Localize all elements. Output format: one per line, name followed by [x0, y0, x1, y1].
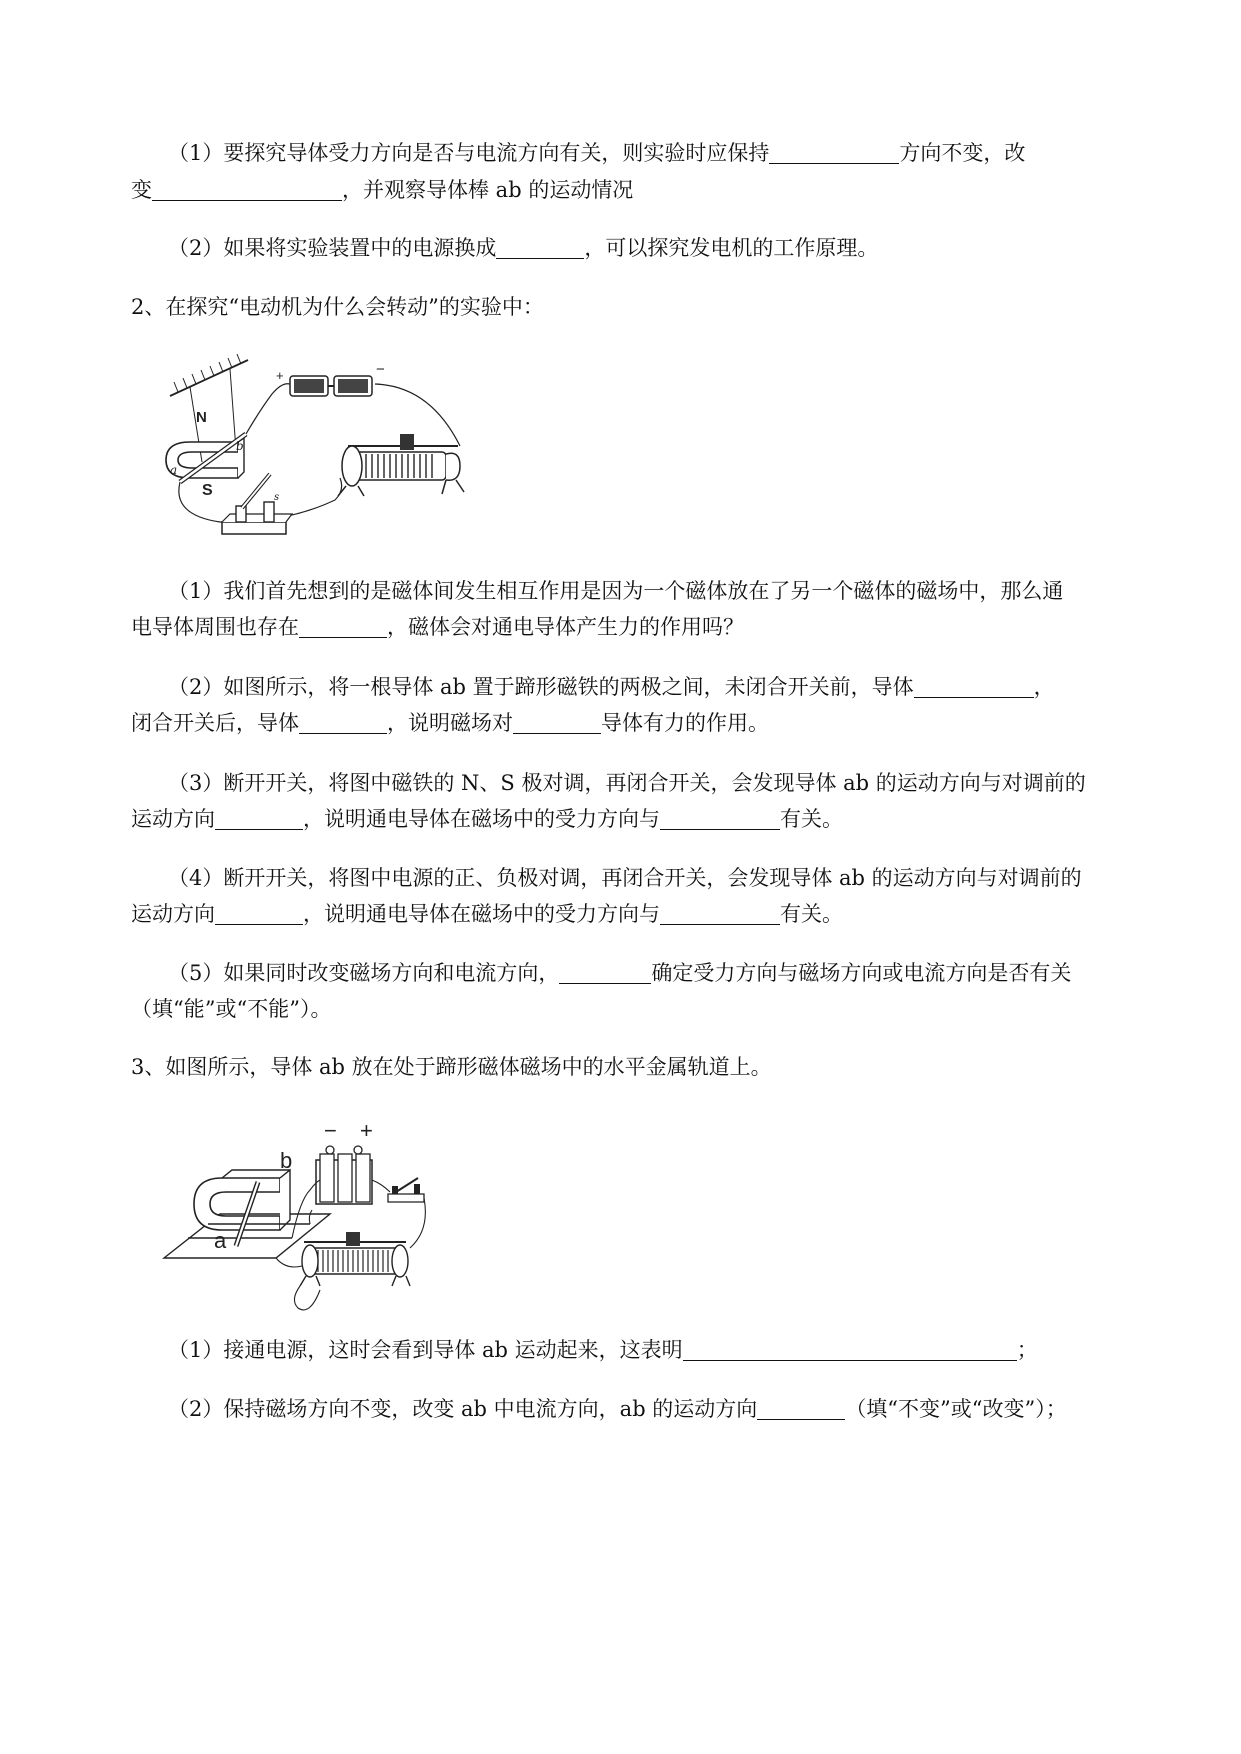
q2-motor-experiment-figure — [160, 350, 490, 545]
q3-label-minus: − — [324, 1120, 337, 1143]
q1-part1-blank-1[interactable] — [769, 141, 899, 164]
q2-part3-text-b: 运动方向 — [131, 807, 215, 831]
q2-part4-line1 — [168, 864, 1241, 892]
q2-part2-blank-1[interactable] — [914, 675, 1034, 698]
q2-part2-text-e: 导体有力的作用。 — [601, 711, 769, 735]
q3-part1-line — [168, 1336, 1241, 1364]
q2-part5-blank[interactable] — [559, 961, 651, 984]
q2-title: 2、在探究“电动机为什么会转动”的实验中： — [131, 295, 544, 319]
q3-part2-line — [168, 1395, 1241, 1423]
q2-part4-text-c: ，说明通电导体在磁场中的受力方向与 — [303, 902, 660, 926]
q3-part1-text-a: （1）接通电源，这时会看到导体 ab 运动起来，这表明 — [168, 1338, 683, 1362]
q3-label-b: b — [280, 1148, 293, 1173]
q2-part2-text-b: ， — [1033, 675, 1055, 699]
q2-part4-text-b: 运动方向 — [131, 902, 215, 926]
q2-label-plus: + — [276, 368, 284, 383]
q2-part2-blank-3[interactable] — [513, 711, 601, 734]
q2-part3-blank-2[interactable] — [660, 807, 780, 830]
q2-label-b: b — [236, 439, 244, 453]
q3-part1-text-b: ； — [1016, 1338, 1038, 1362]
q2-part5-text-c: （填“能”或“不能”）。 — [131, 997, 332, 1021]
q2-part2-line2 — [131, 709, 1241, 737]
q2-part4-blank-1[interactable] — [215, 902, 303, 925]
q2-part2-text-d: ，说明磁场对 — [387, 711, 513, 735]
q2-part3-line2 — [131, 805, 1241, 833]
q2-part1-text-c: ，磁体会对通电导体产生力的作用吗？ — [387, 615, 744, 639]
q2-part2-line1 — [168, 673, 1241, 701]
q1-part1-line1 — [168, 139, 1241, 167]
q1-part1-blank-2[interactable] — [152, 178, 342, 201]
q3-label-plus: + — [360, 1120, 373, 1143]
q2-part3-line1 — [168, 769, 1241, 797]
q2-label-minus: − — [376, 361, 385, 378]
q2-part1-line1 — [168, 577, 1241, 605]
q2-part5-text-b: 确定受力方向与磁场方向或电流方向是否有关 — [651, 961, 1072, 985]
q1-part1-text-c: 变 — [131, 178, 152, 202]
q2-part3-text-c: ，说明通电导体在磁场中的受力方向与 — [303, 807, 660, 831]
q2-label-S: S — [202, 482, 213, 499]
q2-part3-text-a: （3）断开开关，将图中磁铁的 N、S 极对调，再闭合开关，会发现导体 ab 的运动方向与对调前的 — [168, 771, 1086, 795]
q1-part2-text-b: ，可以探究发电机的工作原理。 — [584, 236, 879, 260]
q1-part2-text-a: （2）如果将实验装置中的电源换成 — [168, 236, 497, 260]
q2-part4-blank-2[interactable] — [660, 902, 780, 925]
q3-rail-experiment-figure — [160, 1120, 430, 1320]
q2-part5-text-a: （5）如果同时改变磁场方向和电流方向， — [168, 961, 560, 985]
q1-part1-text-d: ，并观察导体棒 ab 的运动情况 — [342, 178, 634, 202]
q2-part3-text-d: 有关。 — [780, 807, 843, 831]
q2-part5-line1 — [168, 959, 1241, 987]
q2-part5-line2 — [131, 995, 1241, 1023]
q3-part1-blank[interactable] — [683, 1338, 1017, 1361]
q2-label-s: s — [274, 492, 280, 503]
q2-part1-blank[interactable] — [299, 615, 387, 638]
q3-part2-text-b: （填“不变”或“改变”）； — [845, 1397, 1067, 1421]
q2-part1-text-b: 电导体周围也存在 — [131, 615, 299, 639]
q1-part1-text-a: （1）要探究导体受力方向是否与电流方向有关，则实验时应保持 — [168, 141, 770, 165]
q3-label-a: a — [214, 1228, 227, 1253]
q1-part2-line — [168, 234, 1241, 262]
q2-circuit-diagram — [160, 350, 490, 545]
q2-part4-text-d: 有关。 — [780, 902, 843, 926]
q1-part1-line2 — [131, 176, 1241, 204]
q2-part4-text-a: （4）断开开关，将图中电源的正、负极对调，再闭合开关，会发现导体 ab 的运动方向与对调前的 — [168, 866, 1082, 890]
q2-part1-line2 — [131, 613, 1241, 641]
q3-circuit-diagram — [160, 1120, 430, 1320]
q2-part1-text-a: （1）我们首先想到的是磁体间发生相互作用是因为一个磁体放在了另一个磁体的磁场中，那么通 — [168, 579, 1064, 603]
q1-part2-blank[interactable] — [496, 236, 584, 259]
q3-title: 3、如图所示，导体 ab 放在处于蹄形磁体磁场中的水平金属轨道上。 — [131, 1055, 772, 1079]
q2-part2-text-c: 闭合开关后，导体 — [131, 711, 299, 735]
q3-part2-text-a: （2）保持磁场方向不变，改变 ab 中电流方向，ab 的运动方向 — [168, 1397, 758, 1421]
q2-part2-text-a: （2）如图所示，将一根导体 ab 置于蹄形磁铁的两极之间，未闭合开关前，导体 — [168, 675, 914, 699]
q2-part3-blank-1[interactable] — [215, 807, 303, 830]
q2-label-N: N — [196, 409, 207, 426]
q2-part4-line2 — [131, 900, 1241, 928]
q3-part2-blank[interactable] — [757, 1397, 845, 1420]
q1-part1-text-b: 方向不变，改 — [899, 141, 1026, 165]
q2-label-a: a — [170, 463, 178, 477]
q2-part2-blank-2[interactable] — [299, 711, 387, 734]
